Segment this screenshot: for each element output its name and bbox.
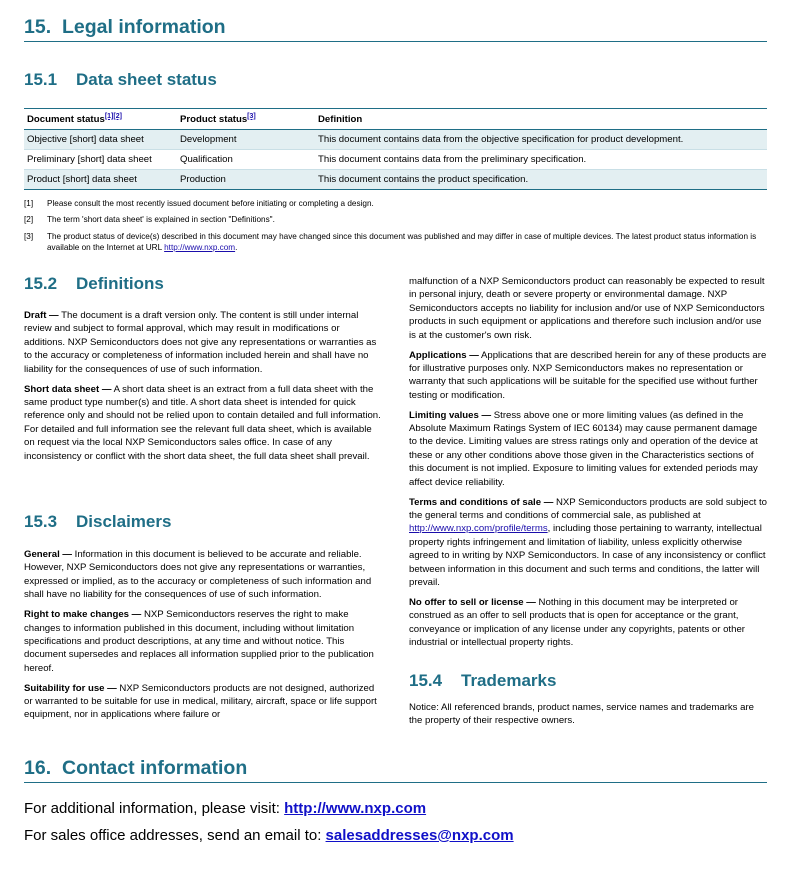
section-15-4-heading [409,671,556,691]
table-row [24,170,767,190]
definitions-block [24,309,382,469]
footnote-text: The product status of device(s) described in this document may have changed since this document was published and may differ in case of multiple devices. The latest product status information is available on the Internet at URL http://www.nxp.com. [47,232,757,252]
data-sheet-status-table [24,108,767,190]
disclaimer-suitability: Suitability for use — NXP Semiconductors products are not designed, authorized or warranted to be suitable for use in medical, military, aircraft, space or life support equipment, nor in applications where failure or [24,682,377,721]
section-number: 15.2 [24,274,58,293]
disclaimer-no-offer: No offer to sell or license — Nothing in this document may be interpreted or construed as an offer to sell products that is open for acceptance or the grant, conveyance or implication of any license under any copyrights, patents or other industrial or intellectual property rights. [409,596,745,649]
trademarks-notice: Notice: All referenced brands, product names, service names and trademarks are the property of their respective owners. [409,702,755,727]
contact-email-line [24,827,514,844]
definition-short-data-sheet: Short data sheet — A short data sheet is an extract from a full data sheet with the same product type number(s) and title. A short data sheet is intended for quick reference only and should not be relied upon to contain detailed and full information. For detailed and full information see the relevant full data sheet, which is available on request via the local NXP Semiconductors sales office. In case of any inconsistency or conflict with the short data sheet, the full data sheet shall prevail. [24,383,381,462]
disclaimer-terms-of-sale: Terms and conditions of sale — NXP Semiconductors products are sold subject to the general terms and conditions of commercial sale, as published at http://www.nxp.com/profile/terms, including those pertaining to warranty, intellectual property rights infringement and limitation of liability, unless explicitly otherwise agreed to in writing by NXP Semiconductors. In case of any inconsistency or conflict between information in this document and such terms and conditions, the latter will prevail. [409,496,767,589]
section-number: 16. [24,757,52,779]
contact-visit-line [24,800,426,817]
website-link[interactable]: http://www.nxp.com [284,800,427,817]
footnote [24,215,769,226]
suitability-continuation: malfunction of a NXP Semiconductors product can reasonably be expected to result in personal injury, death or severe property or environmental damage. NXP Semiconductors accepts no liability for inclusion and/or use of NXP Semiconductors products in such equipment or applications and therefore such inclusion and/or use is at the customer's own risk. [409,276,765,341]
footnote-ref[interactable]: [3] [247,112,256,120]
cell: Objective [short] data sheet [24,130,177,150]
cell: Preliminary [short] data sheet [24,150,177,170]
section-number: 15.4 [409,671,443,690]
section-15-1-heading [24,70,217,90]
cell: Production [180,174,226,185]
terms-link[interactable]: http://www.nxp.com/profile/terms [409,523,548,535]
disclaimer-limiting-values: Limiting values — Stress above one or more limiting values (as defined in the Absolute Maximum Ratings System of IEC 60134) may cause permanent damage to the device. Limiting values are stress ratings only and operation of the device at these or any other conditions above those given in the Characteristics sections of this document is not implied. Exposure to limiting values for extended periods may affect device reliability. [409,409,758,488]
visit-label: For additional information, please visit: [24,800,285,817]
disclaimer-general: General — Information in this document is believed to be accurate and reliable. However, NXP Semiconductors does not give any representations or warranties, expressed or implied, as to the accuracy or completeness of such information and shall have no liability for the consequences of use of such information. [24,549,372,601]
cell: Development [177,130,315,150]
footnote-mark: [2] [24,215,34,224]
disclaimer-applications: Applications — Applications that are described herein for any of these products are for illustrative purposes only. NXP Semiconductors makes no representation or warranty that such applications will be suitable for the specified use without further testing or modification. [409,349,767,401]
cell: This document contains data from the preliminary specification. [315,150,767,170]
footnote [24,232,769,253]
cell: This document contains data from the objective specification for product development. [315,130,767,150]
section-title: Disclaimers [76,512,172,531]
header-definition: Definition [315,109,767,130]
footnote-text: Please consult the most recently issued document before initiating or completing a design. [47,199,374,208]
right-column-disclaimers [409,275,767,656]
cell: Qualification [177,150,315,170]
cell: This document contains the product specification. [318,174,529,185]
section-title: Data sheet status [76,70,217,89]
nxp-link[interactable]: http://www.nxp.com [164,242,236,252]
footnote [24,199,769,210]
section-title: Contact information [62,757,248,779]
footnote-ref[interactable]: [1][2] [104,112,122,120]
section-title: Definitions [76,274,164,293]
table-row [24,150,767,170]
table-header-row [24,109,767,130]
cell: Product [short] data sheet [27,174,137,185]
section-15-heading [24,16,767,42]
disclaimers-block [24,548,382,728]
section-15-2-heading [24,274,164,294]
footnote-mark: [3] [24,232,34,241]
section-number: 15. [24,16,52,38]
section-16-heading [24,757,767,783]
footnote-mark: [1] [24,199,34,208]
section-number: 15.3 [24,512,58,531]
section-15-3-heading [24,512,171,532]
disclaimer-right-to-make-changes: Right to make changes — NXP Semiconductors reserves the right to make changes to information published in this document, including without limitation specifications and product descriptions, at any time and without notice. This document supersedes and replaces all information supplied prior to the publication hereof. [24,609,374,674]
section-title: Legal information [62,16,226,38]
email-label: For sales office addresses, send an email to: [24,827,326,844]
definition-draft: Draft — The document is a draft version only. The content is still under internal review and subject to formal approval, which may result in modifications or additions. NXP Semiconductors does not give any representations or warranties as to the accuracy or completeness of information included herein and shall have no liability for the consequences of use of such information. [24,310,377,375]
table-row [24,130,767,150]
footnote-text: The term 'short data sheet' is explained in section "Definitions". [47,215,275,224]
section-title: Trademarks [461,671,557,690]
trademarks-block [409,701,767,734]
section-number: 15.1 [24,70,58,89]
header-product-status: Product status[3] [177,109,315,130]
header-document-status: Document status[1][2] [24,109,177,130]
email-link[interactable]: salesaddresses@nxp.com [325,827,514,844]
